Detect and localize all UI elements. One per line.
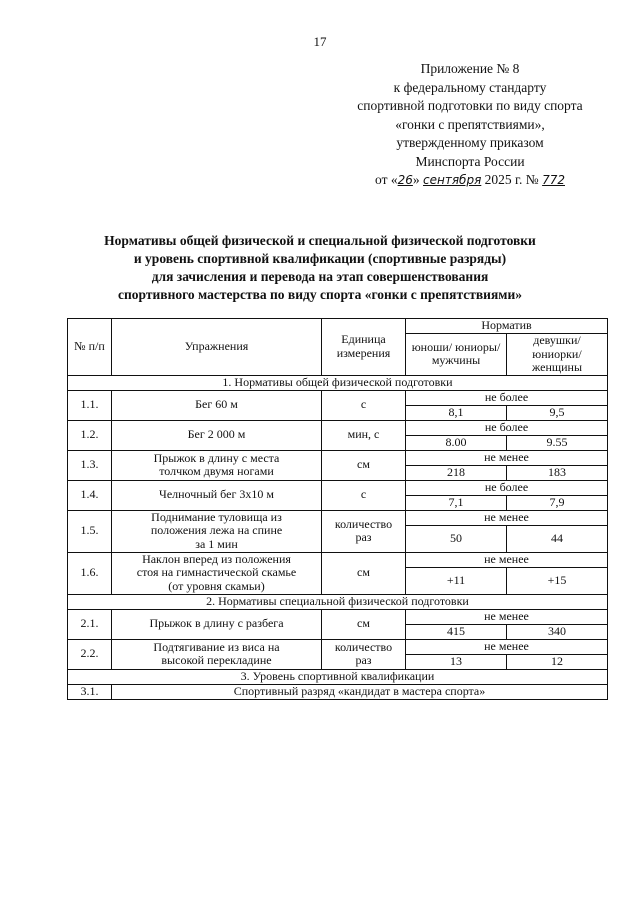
appendix-line: Минспорта России xyxy=(415,153,525,169)
document-title xyxy=(60,232,580,304)
title-line: спортивного мастерства по виду спорта «гонки с препятствиями» xyxy=(118,287,522,302)
appendix-line: к федеральному стандарту xyxy=(393,79,547,95)
row-boys-value: 50 xyxy=(406,525,507,552)
row-num: 1.2. xyxy=(68,420,112,450)
header-num: № п/п xyxy=(68,319,112,376)
row-exercise: Поднимание туловища из положения лежа на спине за 1 мин xyxy=(112,510,322,552)
row-boys-value: 8,1 xyxy=(406,405,507,420)
title-line: и уровень спортивной квалификации (спортивные разряды) xyxy=(133,251,507,266)
row-girls-value: 9,5 xyxy=(507,405,608,420)
appendix-line: «гонки с препятствиями», xyxy=(395,116,545,132)
section-title: 1. Нормативы общей физической подготовки xyxy=(68,375,608,390)
row-num: 1.3. xyxy=(68,450,112,480)
row-girls-value: +15 xyxy=(507,567,608,594)
row-exercise: Подтягивание из виса на высокой перекладине xyxy=(112,639,322,669)
order-date-line xyxy=(340,171,600,190)
row-unit: количество раз xyxy=(322,510,406,552)
row-girls-value: 183 xyxy=(507,465,608,480)
row-unit: количество раз xyxy=(322,639,406,669)
date-month: сентября xyxy=(423,173,482,187)
row-boys-value: 218 xyxy=(406,465,507,480)
row-qualification: Спортивный разряд «кандидат в мастера спорта» xyxy=(112,684,608,699)
row-num: 1.4. xyxy=(68,480,112,510)
row-limit: не менее xyxy=(406,510,608,525)
row-boys-value: 7,1 xyxy=(406,495,507,510)
row-girls-value: 44 xyxy=(507,525,608,552)
row-boys-value: 415 xyxy=(406,624,507,639)
appendix-number: Приложение № 8 xyxy=(420,61,520,76)
row-girls-value: 12 xyxy=(507,654,608,669)
row-limit: не менее xyxy=(406,552,608,567)
row-unit: мин, с xyxy=(322,420,406,450)
row-limit: не более xyxy=(406,420,608,435)
row-boys-value: +11 xyxy=(406,567,507,594)
row-num: 1.5. xyxy=(68,510,112,552)
row-unit: с xyxy=(322,480,406,510)
appendix-line: утвержденному приказом xyxy=(396,135,544,150)
title-line: Нормативы общей физической и специальной физической подготовки xyxy=(104,233,536,248)
header-exercise: Упражнения xyxy=(112,319,322,376)
row-girls-value: 340 xyxy=(507,624,608,639)
title-line: для зачисления и перевода на этап совершенствования xyxy=(151,269,489,284)
row-exercise: Бег 60 м xyxy=(112,390,322,420)
row-exercise: Бег 2 000 м xyxy=(112,420,322,450)
row-num: 2.1. xyxy=(68,609,112,639)
row-num: 3.1. xyxy=(68,684,112,699)
appendix-header xyxy=(340,60,600,190)
appendix-line: спортивной подготовки по виду спорта xyxy=(357,98,583,113)
row-unit: см xyxy=(322,450,406,480)
row-num: 2.2. xyxy=(68,639,112,669)
header-norm: Норматив xyxy=(406,319,608,334)
row-limit: не более xyxy=(406,480,608,495)
row-num: 1.1. xyxy=(68,390,112,420)
norms-table xyxy=(67,318,608,700)
row-boys-value: 8.00 xyxy=(406,435,507,450)
section-title: 3. Уровень спортивной квалификации xyxy=(68,669,608,684)
row-limit: не менее xyxy=(406,450,608,465)
row-limit: не более xyxy=(406,390,608,405)
order-number: 772 xyxy=(542,173,565,187)
header-girls: девушки/ юниорки/ женщины xyxy=(507,334,608,376)
row-exercise: Прыжок в длину с места толчком двумя ногами xyxy=(112,450,322,480)
row-unit: см xyxy=(322,609,406,639)
header-boys: юноши/ юниоры/ мужчины xyxy=(406,334,507,376)
row-girls-value: 7,9 xyxy=(507,495,608,510)
header-unit: Единица измерения xyxy=(322,319,406,376)
page-number: 17 xyxy=(313,34,327,49)
row-boys-value: 13 xyxy=(406,654,507,669)
row-num: 1.6. xyxy=(68,552,112,594)
row-exercise: Челночный бег 3х10 м xyxy=(112,480,322,510)
row-exercise: Наклон вперед из положения стоя на гимнастической скамье (от уровня скамьи) xyxy=(112,552,322,594)
date-day: 26 xyxy=(397,173,413,187)
row-limit: не менее xyxy=(406,609,608,624)
date-prefix: от « xyxy=(375,172,398,187)
date-year: 2025 г. № xyxy=(484,172,539,187)
row-girls-value: 9.55 xyxy=(507,435,608,450)
row-limit: не менее xyxy=(406,639,608,654)
date-sep: » xyxy=(412,172,420,187)
row-unit: см xyxy=(322,552,406,594)
row-exercise: Прыжок в длину с разбега xyxy=(112,609,322,639)
section-title: 2. Нормативы специальной физической подготовки xyxy=(68,594,608,609)
row-unit: с xyxy=(322,390,406,420)
